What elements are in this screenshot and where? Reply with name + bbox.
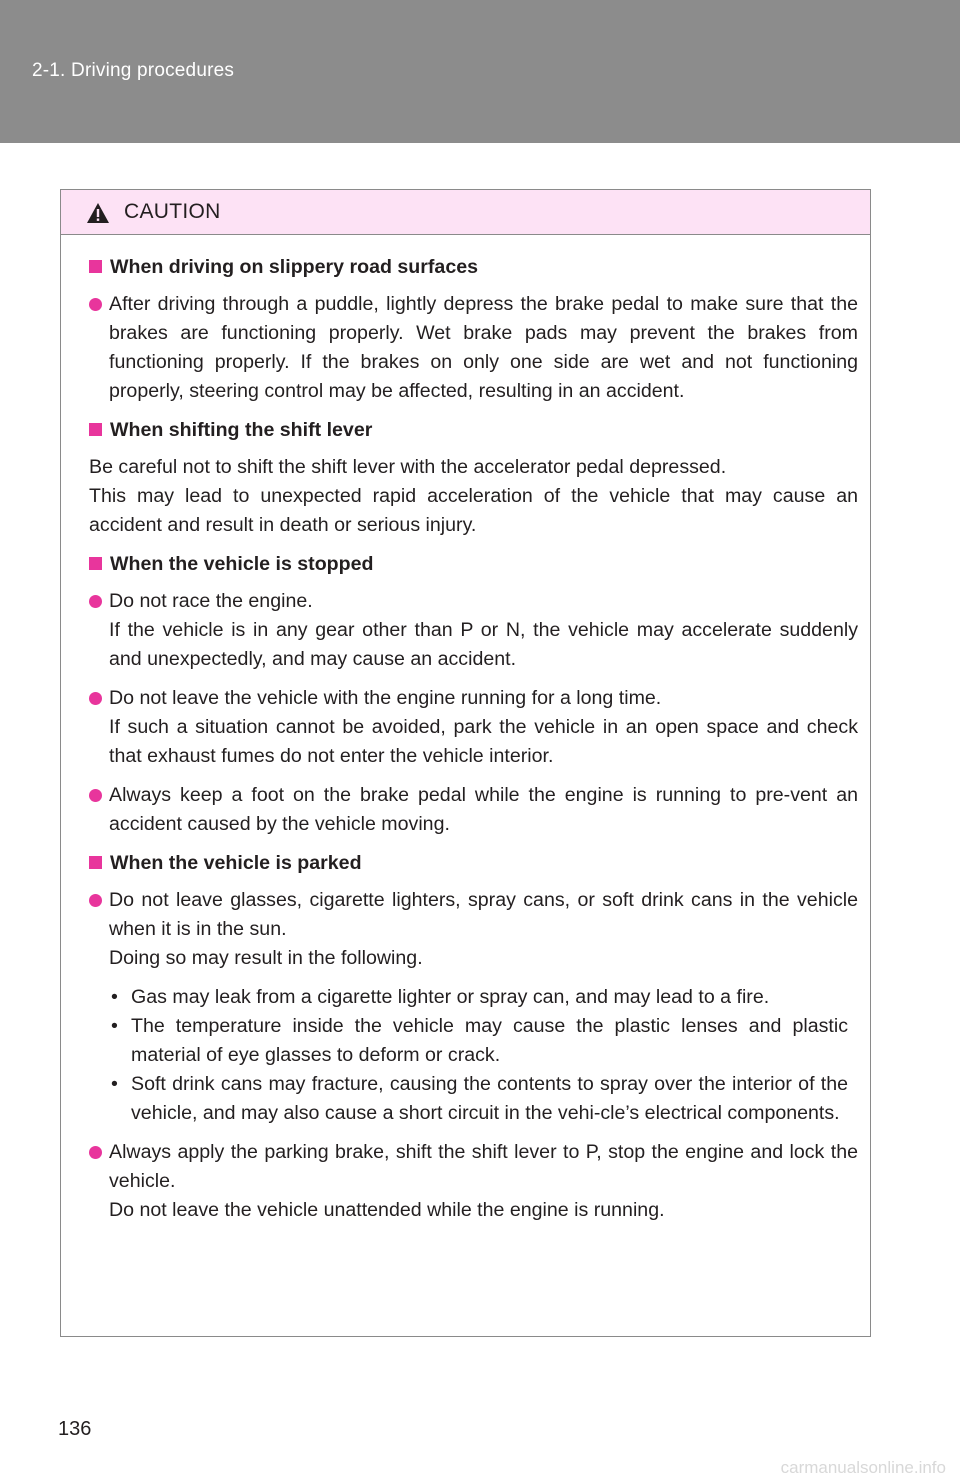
square-bullet-icon xyxy=(89,856,102,869)
page-header xyxy=(0,0,960,143)
dot-marker-icon: • xyxy=(111,1015,118,1037)
caution-label: CAUTION xyxy=(124,200,221,223)
square-bullet-icon xyxy=(89,423,102,436)
section-heading: When shifting the shift lever xyxy=(89,416,858,445)
section-heading: When the vehicle is parked xyxy=(89,849,858,878)
circle-bullet-icon xyxy=(89,894,102,907)
section-heading: When the vehicle is stopped xyxy=(89,550,858,579)
circle-bullet-icon xyxy=(89,692,102,705)
section-vehicle-stopped xyxy=(89,550,858,839)
square-bullet-icon xyxy=(89,557,102,570)
circle-bullet-icon xyxy=(89,789,102,802)
section-slippery-roads xyxy=(89,253,858,406)
caution-header xyxy=(61,190,870,235)
list-item: Do not leave glasses, cigarette lighters, spray cans, or soft drink cans in the vehicle when it is in the sun. Doing so may result in the following. • Gas may leak from a cigarette lighter or spray can, and may lead to a fire. • The temperature inside the vehicle may cause the plastic lenses and plastic material of eye glasses to deform or crack. • Soft drink cans may fracture, causing the contents to spray over the interior of the vehicle, and may also cause a short circuit in the vehi-cle’s electrical components. xyxy=(89,886,858,1128)
sub-list xyxy=(109,983,858,1128)
paragraph: Be careful not to shift the shift lever with the accelerator pedal depressed. This may lead to unexpected rapid acceleration of the vehicle that may cause an accident and result in death or serious injury. xyxy=(89,456,858,536)
section-vehicle-parked xyxy=(89,849,858,1225)
watermark: carmanualsonline.info xyxy=(780,1458,946,1477)
section-shifting xyxy=(89,416,858,540)
list-item: Do not race the engine. If the vehicle is in any gear other than P or N, the vehicle may accelerate suddenly and unexpectedly, and may cause an accident. xyxy=(89,587,858,674)
square-bullet-icon xyxy=(89,260,102,273)
warning-triangle-icon xyxy=(86,202,110,224)
list-item: Always apply the parking brake, shift the shift lever to P, stop the engine and lock the vehicle. Do not leave the vehicle unattended while the engine is running. xyxy=(89,1138,858,1225)
dot-marker-icon: • xyxy=(111,1073,118,1095)
list-item: After driving through a puddle, lightly depress the brake pedal to make sure that the brakes are functioning properly. Wet brake pads may prevent the brakes from functioning properly. If the brakes on only one side are wet and not functioning properly, steering control may be affected, resulting in an accident. xyxy=(89,290,858,406)
circle-bullet-icon xyxy=(89,595,102,608)
circle-bullet-icon xyxy=(89,298,102,311)
sub-list-item: • The temperature inside the vehicle may cause the plastic lenses and plastic material of eye glasses to deform or crack. xyxy=(109,1012,858,1070)
sub-list-item: • Gas may leak from a cigarette lighter or spray can, and may lead to a fire. xyxy=(109,983,858,1012)
list-item: Always keep a foot on the brake pedal while the engine is running to pre-vent an accident caused by the vehicle moving. xyxy=(89,781,858,839)
section-heading: When driving on slippery road surfaces xyxy=(89,253,858,282)
page-number: 136 xyxy=(58,1418,92,1440)
dot-marker-icon: • xyxy=(111,986,118,1008)
caution-box xyxy=(60,189,871,1337)
section-breadcrumb: 2-1. Driving procedures xyxy=(32,60,235,81)
caution-body xyxy=(61,235,870,1225)
sub-list-item: • Soft drink cans may fracture, causing the contents to spray over the interior of the vehicle, and may also cause a short circuit in the vehi-cle’s electrical components. xyxy=(109,1070,858,1128)
list-item: Do not leave the vehicle with the engine running for a long time. If such a situation cannot be avoided, park the vehicle in an open space and check that exhaust fumes do not enter the vehicle interior. xyxy=(89,684,858,771)
circle-bullet-icon xyxy=(89,1146,102,1159)
